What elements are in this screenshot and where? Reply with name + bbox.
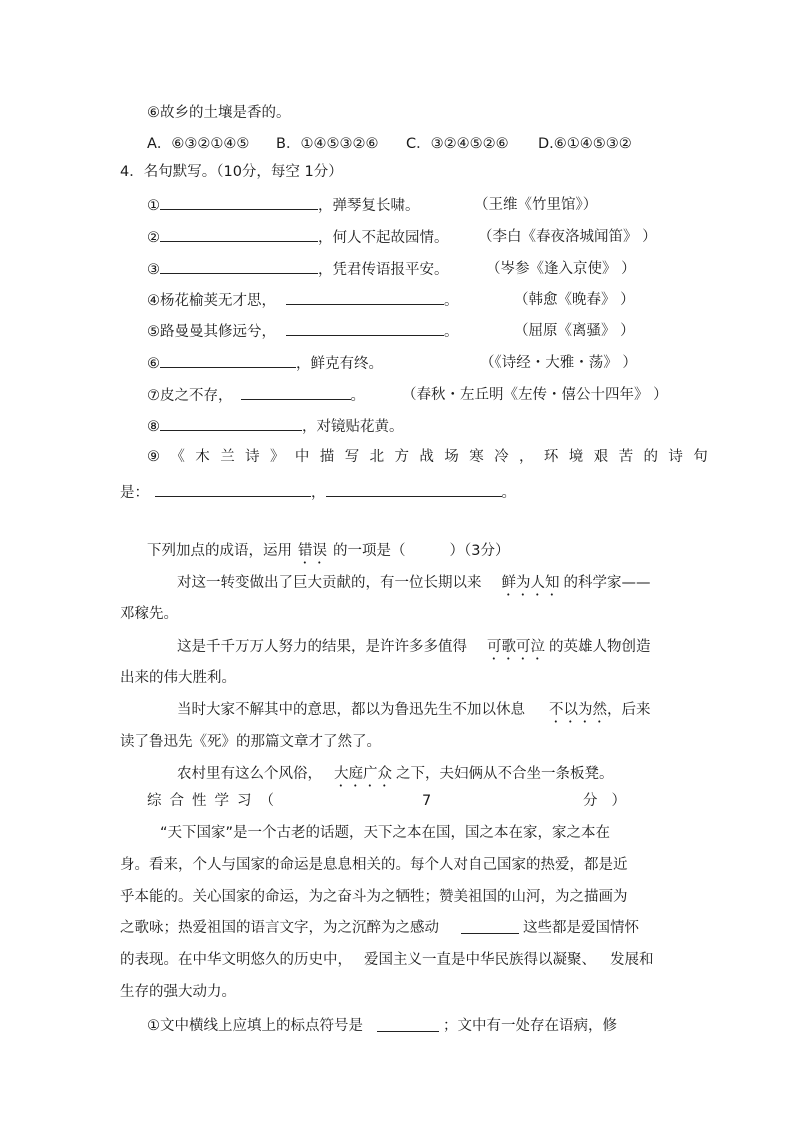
option-b: B．①④⑤③②⑥ [276,136,379,152]
answer-blank[interactable] [160,257,318,274]
answer-blank[interactable] [286,319,444,336]
q4-item-1: ① ，弹琴复长啸。 [147,193,420,216]
answer-blank[interactable] [241,383,351,400]
q4-item-3: ③ ，凭君传语报平安。 [147,257,449,280]
q4-item-4-source: （韩愈《晚春》 ） [514,292,635,308]
answer-blank[interactable] [155,480,311,497]
q6-header-score: 7 [422,793,432,809]
q6-sub-question-1: ①文中横线上应填上的标点符号是 ；文中有一处存在语病，修 [147,1018,617,1034]
q5-option-b-cont: 出来的伟大胜利。 [120,670,236,686]
q5-option-d: 农村里有这么个风俗， 大庭广众 之下，夫妇俩从不合坐一条板凳。 [177,766,614,782]
q4-item-4: ④杨花榆荚无才思， 。 [147,288,459,311]
answer-blank[interactable] [160,414,302,431]
q5-option-c-cont: 读了鲁迅先《死》的那篇文章才了然了。 [120,734,381,750]
q4-item-6-source: （《诗经・大雅・荡》 ） [480,355,637,371]
q4-header: 4．名句默写。（10分，每空 1分） [120,164,343,180]
q6-passage-line-1: “天下国家”是一个古老的话题，天下之本在国，国之本在家，家之本在 [160,825,611,841]
answer-blank[interactable] [326,480,502,497]
q6-passage-line-6: 生存的强大动力。 [120,984,236,1000]
q6-header-left: 综合性学习（ [147,793,282,809]
answer-blank[interactable] [160,351,296,368]
q5-option-b: 这是千千万万人努力的结果，是许许多多值得 可歌可泣 的英雄人物创造 [177,639,651,655]
q4-item-3-source: （岑参《逢入京使》 ） [486,261,636,277]
q6-passage-line-3: 乎本能的。关心国家的命运，为之奋斗为之牺牲；赞美祖国的山河，为之描画为 [120,889,628,905]
q5-stem: 下列加点的成语，运用 错误 的一项是（ ）（3分） [147,543,510,559]
q4-item-9: ⑨《木兰诗》中描写北方战场寒冷，环境艰苦的诗句 [147,449,719,465]
answer-blank[interactable] [286,288,444,305]
q4-item-9-answer: 是： ， 。 [120,480,516,503]
q6-passage-line-4: 之歌咏；热爱祖国的语言文字，为之沉醉为之感动 这些都是爱国情怀 [120,920,639,936]
q3-item-6: ⑥故乡的土壤是香的。 [147,105,291,121]
q6-passage-line-5: 的表现。在中华文明悠久的历史中， 爱国主义一直是中华民族得以凝聚、 发展和 [120,952,654,968]
q4-item-7: ⑦皮之不存， 。 [147,383,365,406]
q4-item-5: ⑤路曼曼其修远兮， 。 [147,319,459,342]
q5-option-c: 当时大家不解其中的意思，都以为鲁迅先生不加以休息 不以为然，后来 [177,702,651,718]
answer-blank[interactable] [160,225,318,242]
option-c: C．③②④⑤②⑥ [406,136,509,152]
q4-item-6: ⑥ ，鲜克有终。 [147,351,383,374]
q4-item-1-source: （王维《竹里馆》） [474,197,598,213]
q5-option-a: 对这一转变做出了巨大贡献的，有一位长期以来 鲜为人知 的科学家—— [177,575,651,591]
q4-item-7-source: （春秋・左丘明《左传・僖公十四年》 ） [402,387,668,403]
option-a: A．⑥③②①④⑤ [147,136,250,152]
q4-item-8: ⑧ ，对镜贴花黄。 [147,414,404,437]
answer-blank[interactable] [160,193,318,210]
q6-header-right: 分） [583,793,640,809]
q5-option-a-cont: 邓稼先。 [120,606,178,622]
q4-item-5-source: （屈原《离骚》 ） [514,323,635,339]
punctuation-blank[interactable] [461,923,519,934]
q4-item-2: ② ，何人不起故园情。 [147,225,449,248]
q6-passage-line-2: 身。看来，个人与国家的命运是息息相关的。每个人对自己国家的热爱，都是近 [120,857,628,873]
q4-item-2-source: （李白《春夜洛城闻笛》 ） [478,229,657,245]
punctuation-blank[interactable] [377,1021,439,1032]
option-d: D.⑥①④⑤③② [538,136,632,152]
